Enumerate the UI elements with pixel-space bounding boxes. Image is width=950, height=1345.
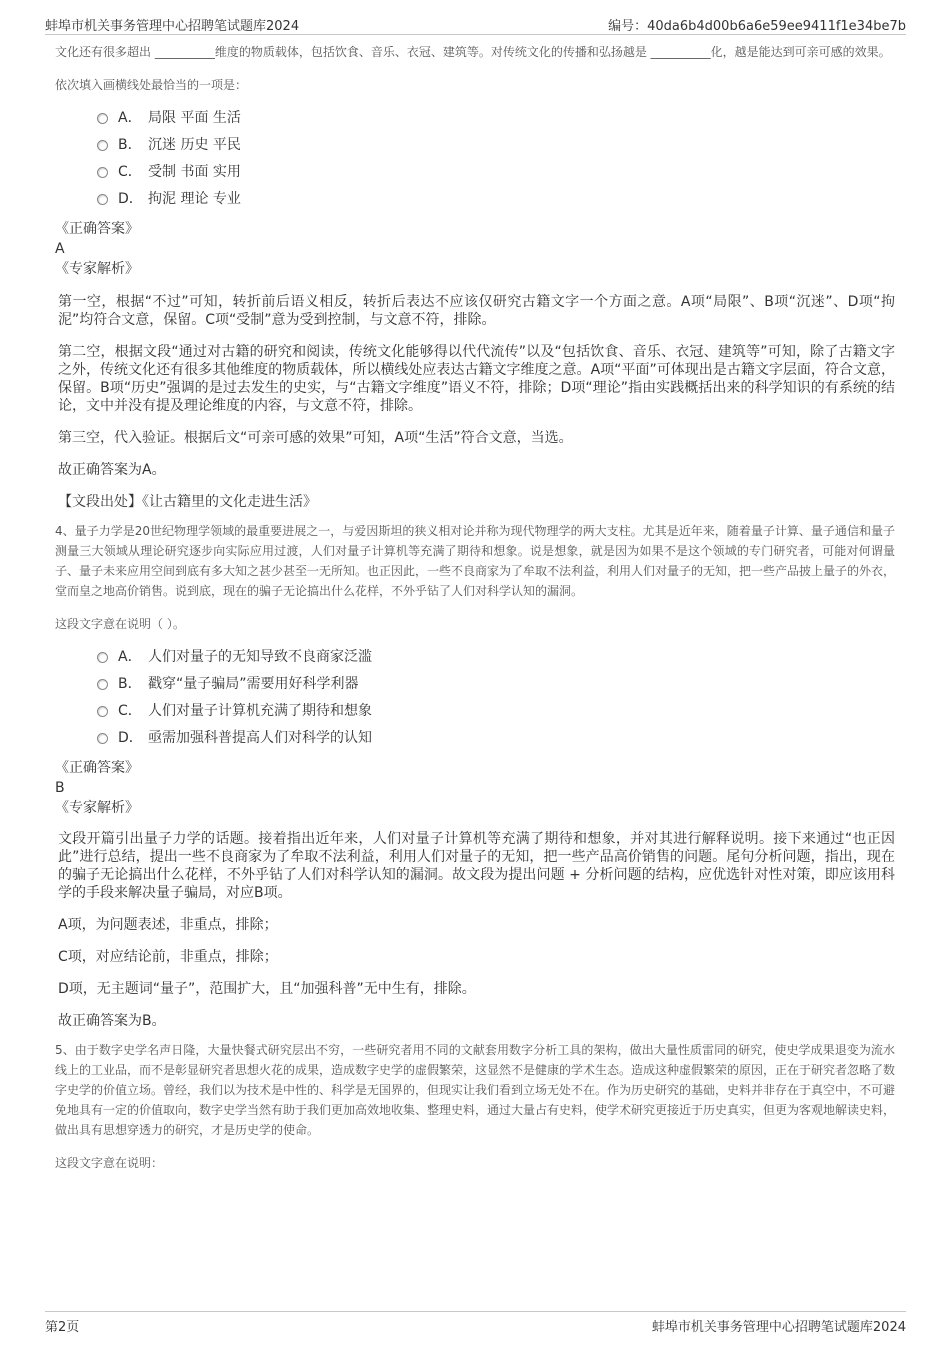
radio-icon[interactable] bbox=[97, 194, 108, 205]
question-3-analysis-label: 《专家解析》 bbox=[55, 261, 139, 277]
question-4-analysis-5: 故正确答案为B。 bbox=[58, 1013, 166, 1029]
footer-title: 蚌埠市机关事务管理中心招聘笔试题库2024 bbox=[651, 1320, 906, 1335]
question-4-answer-label: 《正确答案》 bbox=[55, 760, 139, 776]
page-content bbox=[55, 42, 895, 1171]
question-3-analysis-3: 第三空，代入验证。根据后文“可亲可感的效果”可知，A项“生活”符合文意，当选。 bbox=[58, 430, 573, 446]
question-3-option-b[interactable]: B． 沉迷 历史 平民 bbox=[97, 132, 895, 159]
radio-icon[interactable] bbox=[97, 706, 108, 717]
question-3-prompt: 依次填入画横线处最恰当的一项是： bbox=[55, 78, 248, 92]
question-4-analysis-label: 《专家解析》 bbox=[55, 800, 139, 816]
question-4-analysis-4: D项，无主题词“量子”，范围扩大，且“加强科普”无中生有，排除。 bbox=[58, 981, 476, 997]
page-header bbox=[45, 12, 906, 35]
question-3-analysis-1: 第一空，根据“不过”可知，转折前后语义相反，转折后表达不应该仅研究古籍文字一个方面之意。A项“局限”、B项“沉迷”、D项“拘泥”均符合文意，保留。C项“受制”意为受到控制，与文意不符，排除。 bbox=[58, 294, 895, 328]
question-4-options bbox=[55, 644, 895, 752]
question-3-analysis-2: 第二空，根据文段“通过对古籍的研究和阅读，传统文化能够得以代代流传”以及“包括饮食、音乐、衣冠、建筑等”可知，除了古籍文字之外，传统文化还有很多其他维度的物质载体，所以横线处应表达古籍文字维度之意。A项“平面”可体现出是古籍文字层面，符合文意，保留。B项“历史”强调的是过去发生的史实，与“古籍文字维度”语义不符，排除；D项“理论”指由实践概括出来的科学知识的有系统的结论，文中并没有提及理论维度的内容，与文意不符，排除。 bbox=[58, 344, 895, 414]
question-3-option-c[interactable]: C． 受制 书面 实用 bbox=[97, 159, 895, 186]
question-5-text: 5、由于数字史学名声日隆，大量快餐式研究层出不穷，一些研究者用不同的文献套用数字分析工具的架构，做出大量性质雷同的研究，使史学成果退变为流水线上的工业品，而不是彰显研究者思想火花的成果，造成数字史学的虚假繁荣，这显然不是健康的学术生态。造成这种虚假繁荣的原因，正在于研究者忽略了数字史学的价值立场。曾经，我们以为技术是中性的、科学是无国界的，但现实让我们看到立场无处不在。作为历史研究的基础，史料并非存在于真空中，不可避免地具有一定的价值取向，数字史学当然有助于我们更加高效地收集、整理史料，通过大量占有史料，使学术研究更接近于历史真实，但更为客观地解读史料，做出具有思想穿透力的研究，才是历史学的使命。 bbox=[55, 1043, 896, 1137]
question-4-option-d[interactable]: D． 亟需加强科普提高人们对科学的认知 bbox=[97, 725, 895, 752]
question-4-analysis-1: 文段开篇引出量子力学的话题。接着指出近年来，人们对量子计算机等充满了期待和想象，并对其进行解释说明。接下来通过“也正因此”进行总结，提出一些不良商家为了牟取不法利益，利用人们对量子的无知，把一些产品高价销售的问题。尾句分析问题，指出，现在的骗子无论搞出什么花样，不外乎钻了人们对科学认知的漏洞。故文段为提出问题 + 分析问题的结构，应优选针对性对策，即应该用科学的手段来解决量子骗局，对应B项。 bbox=[58, 831, 895, 901]
radio-icon[interactable] bbox=[97, 140, 108, 151]
radio-icon[interactable] bbox=[97, 652, 108, 663]
radio-icon[interactable] bbox=[97, 679, 108, 690]
question-4-option-a[interactable]: A． 人们对量子的无知导致不良商家泛滥 bbox=[97, 644, 895, 671]
question-4-analysis-2: A项，为问题表述，非重点，排除； bbox=[58, 917, 278, 933]
header-code: 编号：40da6b4d00b6a6e59ee9411f1e34be7b bbox=[608, 19, 906, 34]
question-4-prompt: 这段文字意在说明（ ）。 bbox=[55, 617, 185, 631]
question-4-option-b[interactable]: B． 戳穿“量子骗局”需要用好科学利器 bbox=[97, 671, 895, 698]
question-4-analysis-3: C项，对应结论前，非重点，排除； bbox=[58, 949, 278, 965]
question-3-analysis-4: 故正确答案为A。 bbox=[58, 462, 166, 478]
question-3-text-continued: 文化还有很多超出 __________维度的物质载体，包括饮食、音乐、衣冠、建筑等。对传统文化的传播和弘扬越是 __________化，越是能达到可亲可感的效果。 bbox=[55, 45, 891, 59]
question-3-answer: A bbox=[55, 241, 65, 257]
radio-icon[interactable] bbox=[97, 113, 108, 124]
question-3-source: 【文段出处】《让古籍里的文化走进生活》 bbox=[58, 494, 317, 510]
header-title: 蚌埠市机关事务管理中心招聘笔试题库2024 bbox=[45, 19, 300, 34]
radio-icon[interactable] bbox=[97, 733, 108, 744]
page-footer bbox=[45, 1311, 906, 1336]
question-3-option-d[interactable]: D． 拘泥 理论 专业 bbox=[97, 186, 895, 213]
question-3-option-a[interactable]: A． 局限 平面 生活 bbox=[97, 105, 895, 132]
question-3-answer-label: 《正确答案》 bbox=[55, 221, 139, 237]
question-3-options bbox=[55, 105, 895, 213]
question-4-text: 4、量子力学是20世纪物理学领域的最重要进展之一，与爱因斯坦的狭义相对论并称为现代物理学的两大支柱。尤其是近年来，随着量子计算、量子通信和量子测量三大领域从理论研究逐步向实际应用过渡，人们对量子计算机等充满了期待和想象。说是想象，就是因为如果不是这个领域的专门研究者，可能对何谓量子、量子未来应用空间到底有多大知之甚少甚至一无所知。也正因此，一些不良商家为了牟取不法利益，利用人们对量子的无知，把一些产品披上量子的外衣，堂而皇之地高价销售。说到底，现在的骗子无论搞出什么花样，不外乎钻了人们对科学认知的漏洞。 bbox=[55, 524, 896, 598]
question-5-prompt: 这段文字意在说明： bbox=[55, 1156, 164, 1170]
radio-icon[interactable] bbox=[97, 167, 108, 178]
question-4-answer: B bbox=[55, 780, 65, 796]
question-4-option-c[interactable]: C． 人们对量子计算机充满了期待和想象 bbox=[97, 698, 895, 725]
footer-page-number: 第2页 bbox=[45, 1320, 80, 1335]
